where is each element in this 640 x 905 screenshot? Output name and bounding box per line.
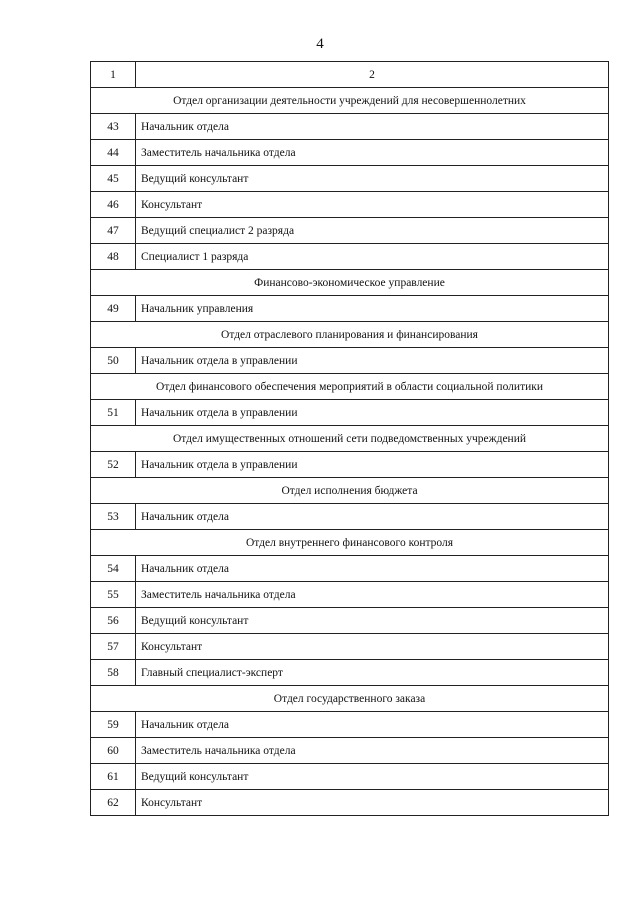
table-row [91,244,609,270]
position-name: Ведущий специалист 2 разряда [136,218,609,244]
section-title: Финансово-экономическое управление [91,270,609,296]
row-number: 50 [91,348,136,374]
position-name: Ведущий консультант [136,608,609,634]
position-name: Специалист 1 разряда [136,244,609,270]
row-number: 59 [91,712,136,738]
row-number: 53 [91,504,136,530]
row-number: 60 [91,738,136,764]
table-row [91,582,609,608]
section-title: Отдел внутреннего финансового контроля [91,530,609,556]
row-number: 55 [91,582,136,608]
row-number: 44 [91,140,136,166]
table-row [91,296,609,322]
table-row [91,660,609,686]
row-number: 43 [91,114,136,140]
position-name: Начальник отдела в управлении [136,348,609,374]
section-row [91,374,609,400]
row-number: 58 [91,660,136,686]
table-row [91,400,609,426]
position-name: Консультант [136,634,609,660]
section-title: Отдел государственного заказа [91,686,609,712]
table-row [91,140,609,166]
section-title: Отдел отраслевого планирования и финансирования [91,322,609,348]
section-row [91,322,609,348]
table-row [91,166,609,192]
section-title: Отдел финансового обеспечения мероприятий в области социальной политики [91,374,609,400]
section-row [91,270,609,296]
table-row [91,556,609,582]
row-number: 57 [91,634,136,660]
position-name: Ведущий консультант [136,764,609,790]
section-row [91,530,609,556]
position-name: Начальник отдела [136,114,609,140]
row-number: 51 [91,400,136,426]
table-row [91,192,609,218]
position-name: Начальник отдела [136,712,609,738]
row-number: 48 [91,244,136,270]
positions-table [90,61,609,816]
table-row [91,452,609,478]
position-name: Начальник управления [136,296,609,322]
row-number: 47 [91,218,136,244]
section-title: Отдел имущественных отношений сети подведомственных учреждений [91,426,609,452]
position-name: Начальник отдела в управлении [136,400,609,426]
table-row [91,114,609,140]
row-number: 62 [91,790,136,816]
row-number: 56 [91,608,136,634]
table-row [91,738,609,764]
position-name: Главный специалист-эксперт [136,660,609,686]
row-number: 45 [91,166,136,192]
section-title: Отдел организации деятельности учреждений для несовершеннолетних [91,88,609,114]
section-row [91,686,609,712]
table-header-row [91,62,609,88]
position-name: Консультант [136,790,609,816]
table-row [91,634,609,660]
table-row [91,790,609,816]
row-number: 52 [91,452,136,478]
column-header-number: 1 [91,62,136,88]
table-row [91,218,609,244]
table-row [91,504,609,530]
table-row [91,608,609,634]
row-number: 46 [91,192,136,218]
row-number: 54 [91,556,136,582]
position-name: Начальник отдела в управлении [136,452,609,478]
position-name: Заместитель начальника отдела [136,738,609,764]
section-title: Отдел исполнения бюджета [91,478,609,504]
position-name: Заместитель начальника отдела [136,582,609,608]
section-row [91,88,609,114]
table-row [91,712,609,738]
position-name: Начальник отдела [136,504,609,530]
position-name: Консультант [136,192,609,218]
position-name: Ведущий консультант [136,166,609,192]
table-body [91,88,609,816]
position-name: Начальник отдела [136,556,609,582]
row-number: 61 [91,764,136,790]
section-row [91,478,609,504]
page-number: 4 [316,36,324,52]
table-row [91,764,609,790]
position-name: Заместитель начальника отдела [136,140,609,166]
column-header-position: 2 [136,62,609,88]
section-row [91,426,609,452]
table-row [91,348,609,374]
row-number: 49 [91,296,136,322]
